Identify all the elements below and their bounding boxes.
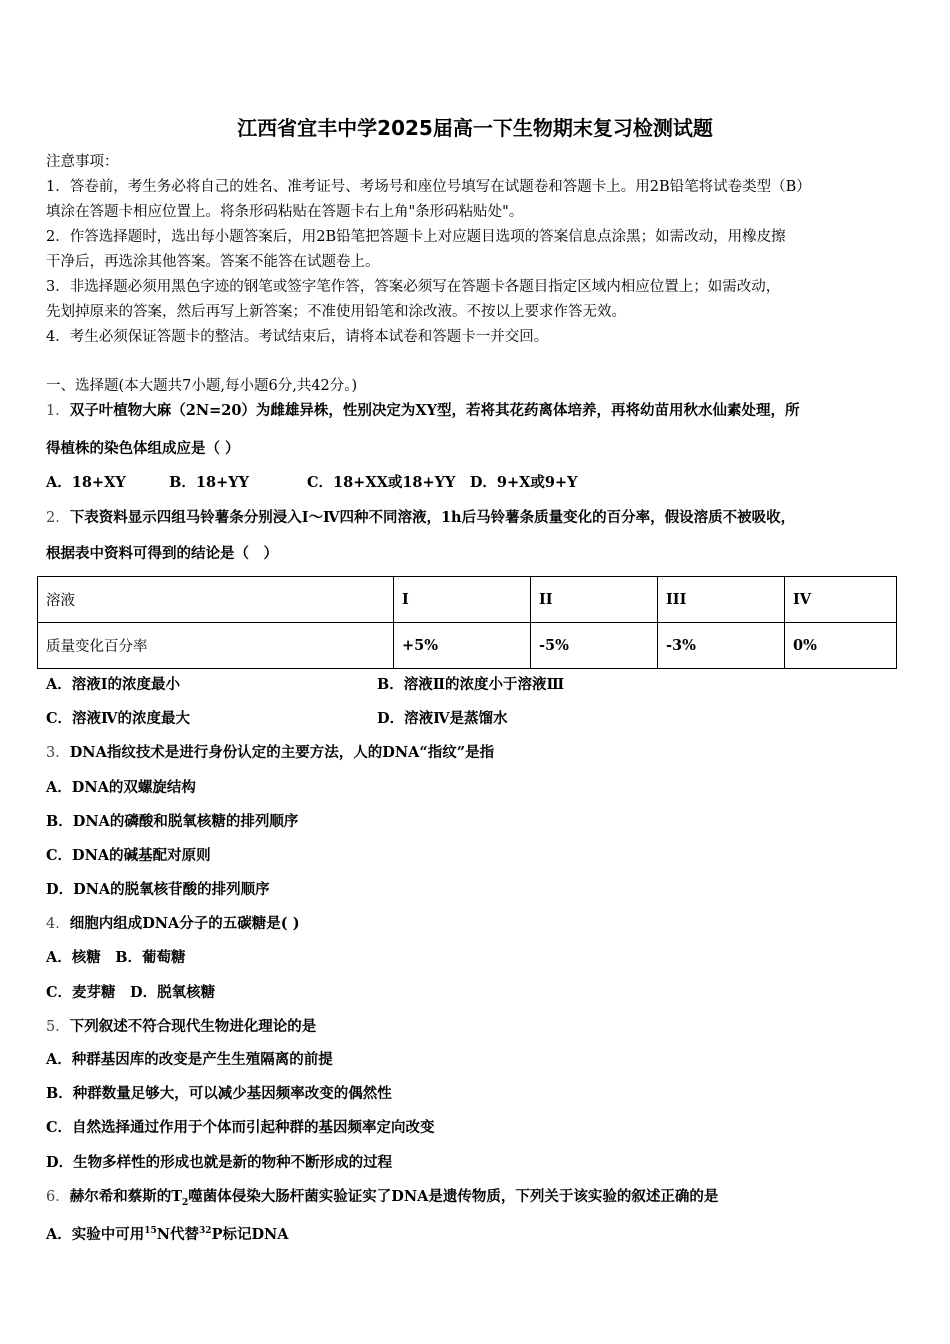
- subscript: 2: [182, 1197, 189, 1208]
- notice-line: 1．答卷前，考生务必将自己的姓名、准考证号、考场号和座位号填写在试题卷和答题卡上。用2B铅笔将试卷类型（B）: [46, 179, 811, 195]
- notice-line: 干净后，再选涂其他答案。答案不能答在试题卷上。: [46, 254, 380, 270]
- question-5-option: A．种群基因库的改变是产生生殖隔离的前提: [46, 1051, 333, 1068]
- question-text: 细胞内组成DNA分子的五碳糖是( ): [69, 915, 300, 932]
- table-cell: 0%: [785, 623, 897, 669]
- table-cell: 质量变化百分率: [38, 623, 394, 669]
- table-cell: +5%: [394, 623, 531, 669]
- notice-line: 先划掉原来的答案，然后再写上新答案；不准使用铅笔和涂改液。不按以上要求作答无效。: [46, 304, 626, 320]
- notice-line: 4．考生必须保证答题卡的整洁。考试结束后，请将本试卷和答题卡一并交回。: [46, 329, 549, 345]
- table-header-row: [38, 577, 897, 623]
- table-cell: -3%: [658, 623, 785, 669]
- question-text: 双子叶植物大麻（2N=20）为雌雄异株，性别决定为XY型，若将其花药离体培养，再将幼苗用秋水仙素处理，所: [69, 402, 800, 419]
- question-3-option: A．DNA的双螺旋结构: [46, 779, 196, 796]
- question-6-stem: [46, 1187, 718, 1213]
- section-heading: 一、选择题(本大题共7小题,每小题6分,共42分。): [46, 378, 358, 394]
- question-text: DNA指纹技术是进行身份认定的主要方法，人的DNA“指纹”是指: [69, 744, 495, 761]
- question-4-options: A．核糖 B．葡萄糖: [46, 949, 186, 966]
- table-cell: -5%: [531, 623, 658, 669]
- question-3-option: C．DNA的碱基配对原则: [46, 847, 211, 864]
- question-text: 噬菌体侵染大肠杆菌实验证实了DNA是遗传物质，下列关于该实验的叙述正确的是: [188, 1188, 719, 1205]
- table-cell: II: [531, 577, 658, 623]
- question-number: 4．: [46, 916, 70, 932]
- question-5-option: C．自然选择通过作用于个体而引起种群的基因频率定向改变: [46, 1119, 435, 1136]
- table-cell: I: [394, 577, 531, 623]
- notice-line: 填涂在答题卡相应位置上。将条形码粘贴在答题卡右上角"条形码粘贴处"。: [46, 204, 524, 220]
- question-number: 6．: [46, 1189, 70, 1205]
- notice-line: 2．作答选择题时，选出每小题答案后，用2B铅笔把答题卡上对应题目选项的答案信息点涂黑；如需改动，用橡皮擦: [46, 229, 786, 245]
- question-2-stem: [46, 508, 795, 528]
- question-number: 5．: [46, 1019, 70, 1035]
- question-2-option-d: D．溶液Ⅳ是蒸馏水: [377, 710, 508, 727]
- table-cell: III: [658, 577, 785, 623]
- page-title: 江西省宜丰中学2025届高一下生物期末复习检测试题: [237, 116, 713, 140]
- question-number: 1．: [46, 403, 70, 419]
- question-4-options: C．麦芽糖 D．脱氧核糖: [46, 984, 216, 1001]
- question-1-stem-cont: 得植株的染色体组成应是（ ）: [46, 440, 240, 457]
- notice-heading: 注意事项：: [46, 154, 119, 170]
- question-1-options: A．18+XY B．18+YY C．18+XX或18+YY D．9+X或9+Y: [46, 474, 578, 491]
- question-5-option: B．种群数量足够大，可以减少基因频率改变的偶然性: [46, 1085, 392, 1102]
- question-text: 下列叙述不符合现代生物进化理论的是: [69, 1018, 317, 1035]
- superscript: 32: [199, 1226, 212, 1236]
- table-cell: 溶液: [38, 577, 394, 623]
- data-table: [37, 576, 897, 669]
- option-text: N代替: [156, 1225, 200, 1243]
- question-2-option-a: A．溶液Ⅰ的浓度最小: [46, 676, 181, 693]
- question-2-stem-cont: 根据表中资料可得到的结论是（ ）: [46, 545, 278, 562]
- question-text: 下表资料显示四组马铃薯条分别浸入Ⅰ～Ⅳ四种不同溶液，1h后马铃薯条质量变化的百分率，假设溶质不被吸收，: [69, 509, 796, 526]
- question-6-option-a: [46, 1221, 289, 1245]
- question-number: 3．: [46, 745, 70, 761]
- question-number: 2．: [46, 510, 70, 526]
- table-row: [38, 623, 897, 669]
- question-text: 赫尔希和蔡斯的T: [69, 1188, 183, 1205]
- question-2-option-c: C．溶液Ⅳ的浓度最大: [46, 710, 190, 727]
- question-1-stem: [46, 401, 800, 421]
- superscript: 15: [144, 1226, 157, 1236]
- question-3-option: D．DNA的脱氧核苷酸的排列顺序: [46, 881, 270, 898]
- question-3-stem: [46, 743, 494, 763]
- option-text: P标记DNA: [211, 1225, 289, 1243]
- question-4-stem: [46, 914, 300, 934]
- option-text: A．实验中可用: [46, 1225, 145, 1243]
- question-5-stem: [46, 1017, 316, 1037]
- question-2-option-b: B．溶液Ⅱ的浓度小于溶液Ⅲ: [377, 676, 565, 693]
- question-3-option: B．DNA的磷酸和脱氧核糖的排列顺序: [46, 813, 299, 830]
- notice-line: 3．非选择题必须用黑色字迹的钢笔或签字笔作答，答案必须写在答题卡各题目指定区域内相应位置上；如需改动，: [46, 279, 781, 295]
- table-cell: IV: [785, 577, 897, 623]
- question-5-option: D．生物多样性的形成也就是新的物种不断形成的过程: [46, 1154, 393, 1171]
